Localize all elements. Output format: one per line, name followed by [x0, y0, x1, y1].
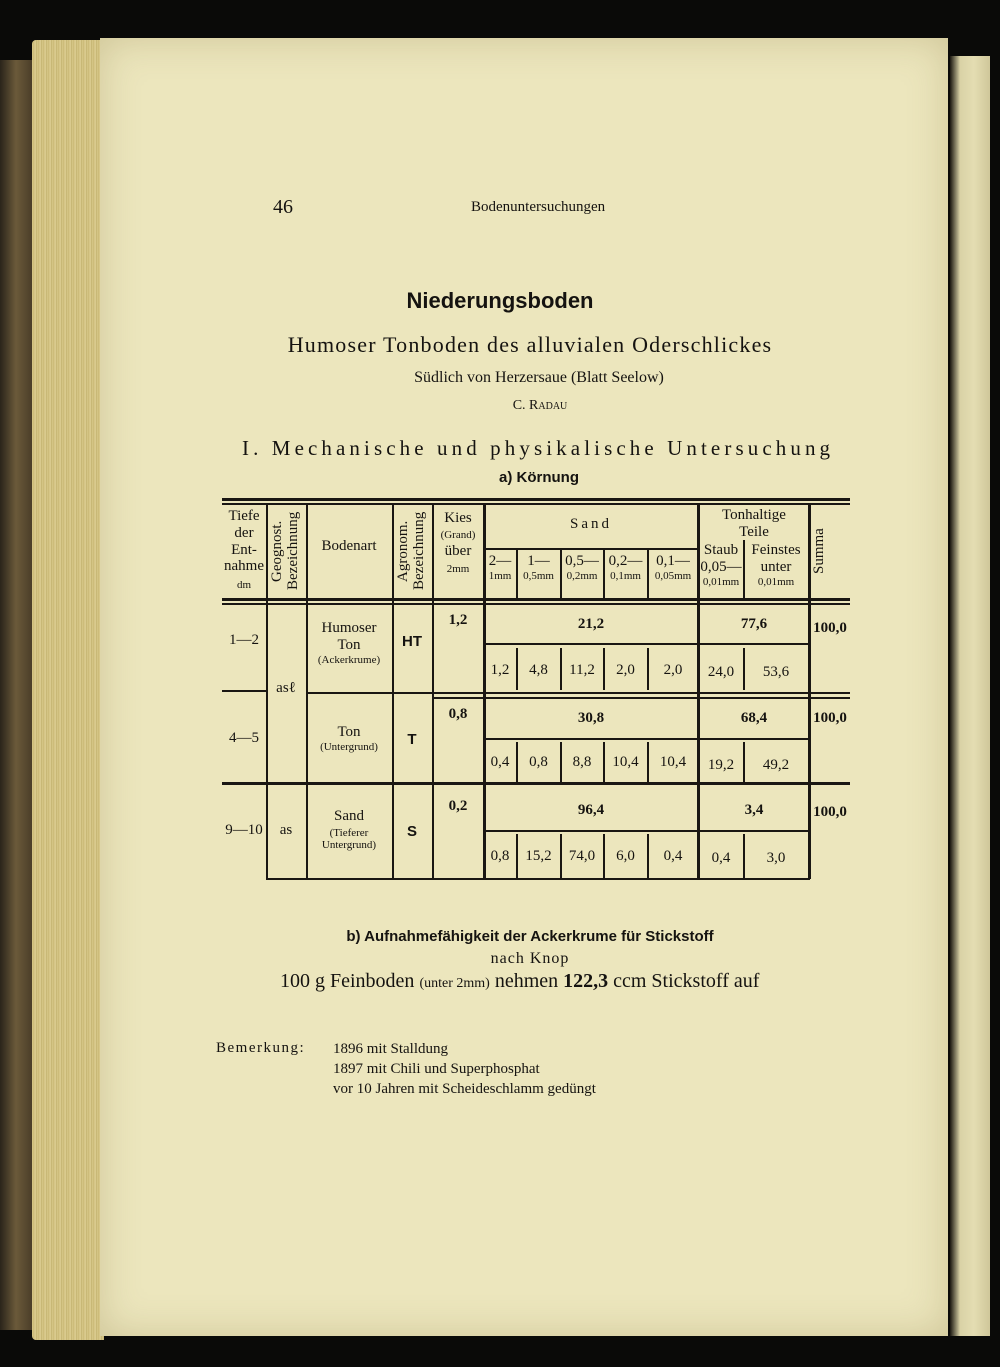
row1-soil-line2: Ton [337, 636, 361, 653]
locality-line: Südlich von Herzersaue (Blatt Seelow) [414, 369, 664, 386]
row3-sum: 100,0 [813, 804, 847, 820]
header-clay-frac-2-a: Feinstes [751, 542, 801, 558]
header-depth-line3: Ent- [231, 541, 257, 558]
remark-line-1: 1896 mit Stalldung [333, 1041, 449, 1057]
row1-sum: 100,0 [813, 620, 847, 636]
row3-sand-frac-1: 0,8 [490, 848, 510, 864]
header-clay-frac-2-c: 0,01mm [757, 575, 795, 588]
row3-clay-total: 3,4 [744, 802, 764, 818]
main-title: Humoser Tonboden des alluvialen Oderschlickes [287, 332, 773, 357]
row2-clay-frac-1: 19,2 [707, 757, 735, 773]
book-page [100, 38, 948, 1336]
facing-page-edge [950, 56, 990, 1336]
row3-sand-frac-3: 74,0 [568, 848, 596, 864]
header-depth-unit: dm [236, 579, 252, 592]
header-clay-line1: Tonhaltige [722, 507, 786, 523]
row3-clay-frac-2: 3,0 [766, 850, 786, 866]
row1-sand-frac-4: 2,0 [616, 662, 635, 678]
header-clay-line2: Teile [739, 523, 769, 540]
row2-agronom: T [407, 731, 417, 748]
row1-sand-frac-5: 2,0 [663, 662, 683, 678]
header-gravel-line1: Kies [444, 510, 472, 526]
statement-part1: 100 g Feinboden [280, 970, 415, 992]
row2-clay-total: 68,4 [740, 710, 768, 726]
header-sand-frac-2-a: 1— [527, 553, 550, 569]
row1-soil-line3: (Ackerkrume) [317, 653, 381, 666]
row1-agronom: HT [402, 633, 422, 650]
row3-sand-frac-2: 15,2 [525, 848, 552, 864]
subsection-b-heading: b) Aufnahmefähigkeit der Ackerkrume für Stickstoff [346, 928, 714, 945]
header-sand-frac-3-a: 0,5— [565, 553, 599, 569]
header-sand-frac-5-a: 0,1— [656, 553, 690, 569]
running-head: Bodenuntersuchungen [471, 199, 606, 215]
subsection-a-heading: a) Körnung [499, 469, 579, 486]
row3-soil-line2: (Tieferer [329, 826, 369, 839]
header-sand: Sand [570, 516, 612, 532]
row2-sum: 100,0 [813, 710, 847, 726]
header-geognost: Geognost. Bezeichnung [269, 511, 301, 591]
row1-gravel: 1,2 [448, 612, 468, 628]
header-sand-frac-2-b: 0,5mm [523, 569, 554, 582]
header-sum: Summa [811, 528, 827, 574]
row1-clay-total: 77,6 [740, 616, 768, 632]
row1-depth: 1—2 [229, 632, 259, 648]
row2-sand-total: 30,8 [577, 710, 605, 726]
header-gravel-line2: (Grand) [440, 528, 476, 541]
row2-gravel: 0,8 [448, 706, 468, 722]
row2-soil-line1: Ton [337, 724, 361, 740]
header-depth-line2: der [234, 524, 254, 541]
row3-sand-frac-5: 0,4 [663, 848, 683, 864]
row2-depth: 4—5 [229, 730, 259, 746]
row3-clay-frac-1: 0,4 [711, 850, 731, 866]
row2-sand-frac-5: 10,4 [659, 754, 687, 770]
remark-line-2: 1897 mit Chili und Superphosphat [333, 1061, 540, 1077]
statement-part3: nehmen [494, 970, 559, 992]
remark-label: Bemerkung: [216, 1040, 306, 1056]
row2-sand-frac-1: 0,4 [490, 754, 510, 770]
row1-sand-total: 21,2 [577, 616, 605, 632]
row3-soil-line3: Untergrund) [321, 839, 377, 852]
row1-soil-line1: Humoser [321, 620, 377, 636]
row3-sand-total: 96,4 [577, 802, 605, 818]
row1-sand-frac-2: 4,8 [529, 662, 548, 678]
header-depth-line4: nahme [224, 558, 264, 575]
author-name: C. Radau [512, 398, 568, 413]
header-agronom: Agronom. Bezeichnung [395, 511, 427, 591]
row2-sand-frac-2: 0,8 [529, 754, 548, 770]
row1-clay-frac-1: 24,0 [707, 664, 735, 680]
row1-clay-frac-2: 53,6 [762, 664, 790, 680]
header-clay-frac-1-c: 0,01mm [702, 575, 740, 588]
row2-sand-frac-3: 8,8 [572, 754, 592, 770]
header-clay-frac-1-b: 0,05— [700, 558, 742, 575]
header-sand-frac-5-b: 0,05mm [654, 569, 692, 582]
row2-clay-frac-2: 49,2 [762, 757, 790, 773]
page-number: 46 [273, 196, 293, 218]
method-line: nach Knop [490, 950, 570, 967]
header-sand-frac-4-b: 0,1mm [610, 569, 641, 582]
header-clay-frac-2-b: unter [760, 558, 792, 575]
row1-2-geognost: asℓ [276, 680, 296, 696]
header-sand-frac-1-b: 1mm [488, 569, 512, 582]
row3-depth: 9—10 [225, 822, 263, 838]
row3-geognost: as [279, 822, 293, 838]
header-gravel-line3: über [444, 543, 472, 560]
header-soil-type: Bodenart [321, 538, 377, 554]
row1-sand-frac-1: 1,2 [490, 662, 510, 678]
statement-part2: (unter 2mm) [419, 976, 490, 991]
row3-sand-frac-4: 6,0 [616, 848, 635, 864]
header-gravel-line4: 2mm [446, 562, 470, 575]
remark-line-3: vor 10 Jahren mit Scheideschlamm gedüngt [333, 1081, 596, 1097]
row2-soil-line2: (Untergrund) [320, 740, 378, 753]
statement-value: 122,3 [563, 970, 609, 992]
header-sand-frac-4-a: 0,2— [608, 553, 643, 569]
section-title: Niederungsboden [406, 288, 594, 313]
row2-sand-frac-4: 10,4 [612, 754, 639, 770]
row3-soil-line1: Sand [334, 808, 364, 824]
header-clay-frac-1-a: Staub [703, 542, 739, 558]
nitrogen-statement [280, 970, 759, 993]
row3-gravel: 0,2 [448, 798, 468, 814]
header-sand-frac-1-a: 2— [488, 553, 512, 569]
part-heading: I. Mechanische und physikalische Untersuchung [242, 436, 835, 460]
header-sand-frac-3-b: 0,2mm [566, 569, 598, 582]
statement-part4: ccm Stickstoff auf [613, 970, 760, 992]
page-stack-edges [32, 40, 104, 1340]
row1-sand-frac-3: 11,2 [569, 662, 595, 678]
header-depth-line1: Tiefe [228, 508, 260, 524]
row3-agronom: S [406, 823, 417, 840]
